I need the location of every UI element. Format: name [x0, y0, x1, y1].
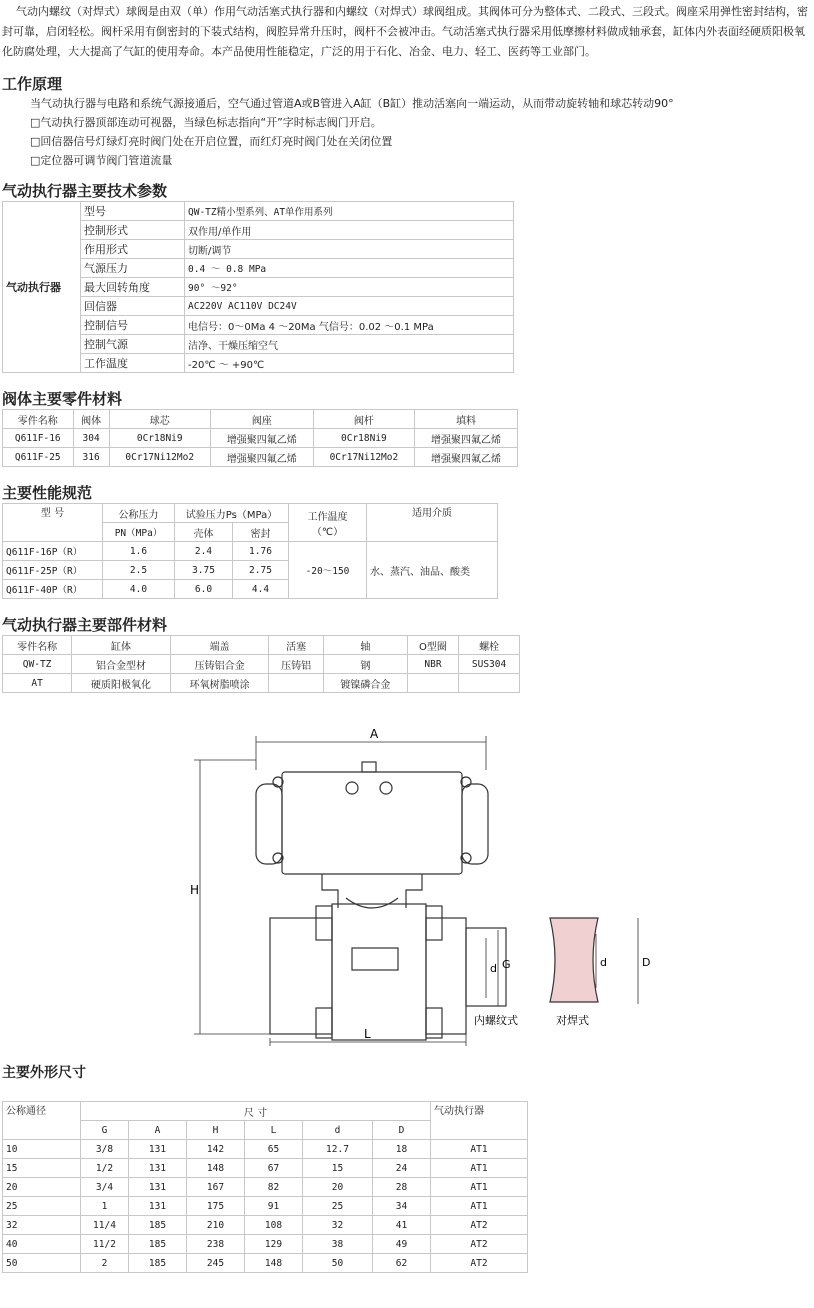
table-cell: 129	[245, 1235, 303, 1254]
table-cell: QW-TZ	[3, 655, 72, 674]
table-cell: 38	[303, 1235, 373, 1254]
table-cell: 10	[3, 1140, 81, 1159]
column-header: 缸体	[72, 636, 171, 655]
column-header: 适用介质	[367, 504, 498, 542]
table-cell: 49	[373, 1235, 431, 1254]
column-header: 公称压力	[103, 504, 175, 523]
table-cell: 18	[373, 1140, 431, 1159]
label-thread-type: 内螺纹式	[474, 1014, 518, 1027]
table-cell	[269, 674, 323, 693]
column-header	[289, 504, 367, 542]
table-cell: Q611F-25P（R）	[3, 561, 103, 580]
table-row	[3, 1254, 528, 1273]
table-cell: AT1	[431, 1140, 528, 1159]
table-cell: 91	[245, 1197, 303, 1216]
column-header: G	[81, 1121, 129, 1140]
param-value: 电信号：0～0Ma 4 ～20Ma 气信号：0.02 ～0.1 MPa	[185, 316, 514, 335]
table-cell: 148	[187, 1159, 245, 1178]
table-cell: 20	[303, 1178, 373, 1197]
table-cell	[407, 674, 458, 693]
table-cell: 148	[245, 1254, 303, 1273]
table-row	[3, 1178, 528, 1197]
table-cell: 1.6	[103, 542, 175, 561]
body-material-title: 阀体主要零件材料	[2, 390, 123, 408]
table-cell: 185	[129, 1254, 187, 1273]
body-material-table	[2, 409, 518, 467]
table-header-row	[3, 504, 498, 523]
param-label: 回信器	[81, 297, 185, 316]
table-cell: 142	[187, 1140, 245, 1159]
column-header: 螺栓	[459, 636, 520, 655]
table-cell: 32	[303, 1216, 373, 1235]
table-cell: 铝合金型材	[72, 655, 171, 674]
column-header: d	[303, 1121, 373, 1140]
table-cell: 41	[373, 1216, 431, 1235]
principle-item: □定位器可调节阀门管道流量	[30, 154, 173, 167]
table-cell: SUS304	[459, 655, 520, 674]
table-row	[3, 1159, 528, 1178]
table-cell: 15	[303, 1159, 373, 1178]
table-row	[3, 542, 498, 561]
table-cell: 0Cr18Ni9	[109, 429, 210, 448]
table-cell: 185	[129, 1216, 187, 1235]
table-row	[3, 655, 520, 674]
table-cell: Q611F-40P（R）	[3, 580, 103, 599]
param-label: 控制气源	[81, 335, 185, 354]
table-cell: 304	[73, 429, 109, 448]
table-cell: 167	[187, 1178, 245, 1197]
table-cell: 4.4	[233, 580, 289, 599]
table-cell: 11/2	[81, 1235, 129, 1254]
param-value: 切断/调节	[185, 240, 514, 259]
actuator-parts-title: 气动执行器主要部件材料	[2, 616, 168, 634]
dim-label-d: d	[490, 962, 497, 975]
table-cell	[459, 674, 520, 693]
table-cell: 2	[81, 1254, 129, 1273]
param-value: QW-TZ精小型系列、AT单作用系列	[185, 202, 514, 221]
table-cell: 水、蒸汽、油品、酸类	[367, 542, 498, 599]
column-header: A	[129, 1121, 187, 1140]
table-cell: 压铸铝	[269, 655, 323, 674]
table-cell: 131	[129, 1140, 187, 1159]
performance-table	[2, 503, 498, 599]
principle-title: 工作原理	[2, 75, 63, 93]
table-cell: 50	[3, 1254, 81, 1273]
table-cell: 增强聚四氟乙烯	[210, 429, 313, 448]
valve-drawing	[186, 722, 656, 1052]
actuator-spec-table	[2, 201, 514, 373]
table-cell: 82	[245, 1178, 303, 1197]
column-header: 阀座	[210, 410, 313, 429]
column-header: PN（MPa）	[103, 523, 175, 542]
dimensions-table	[2, 1101, 528, 1273]
dimensions-title: 主要外形尺寸	[2, 1065, 86, 1081]
dim-label-h: H	[190, 883, 200, 897]
table-cell: 1.76	[233, 542, 289, 561]
param-label: 工作温度	[81, 354, 185, 373]
table-cell: 镀镍磷合金	[323, 674, 407, 693]
spec-title: 气动执行器主要技术参数	[2, 182, 168, 200]
table-cell: 3/4	[81, 1178, 129, 1197]
label-weld-type: 对焊式	[556, 1014, 589, 1027]
param-label: 作用形式	[81, 240, 185, 259]
table-cell: AT1	[431, 1159, 528, 1178]
table-cell: 增强聚四氟乙烯	[414, 429, 517, 448]
table-header-row	[3, 636, 520, 655]
table-cell: 131	[129, 1159, 187, 1178]
column-header: H	[187, 1121, 245, 1140]
principle-list	[30, 94, 790, 170]
table-row	[3, 1235, 528, 1254]
column-header: 零件名称	[3, 636, 72, 655]
table-cell: 0Cr18Ni9	[313, 429, 414, 448]
column-header: 端盖	[170, 636, 269, 655]
param-value: -20℃ ～ +90℃	[185, 354, 514, 373]
table-cell: 32	[3, 1216, 81, 1235]
table-cell: 6.0	[175, 580, 233, 599]
dim-label-l: L	[364, 1027, 371, 1041]
table-cell: 65	[245, 1140, 303, 1159]
table-cell: 12.7	[303, 1140, 373, 1159]
param-label: 控制形式	[81, 221, 185, 240]
table-cell: 0Cr17Ni12Mo2	[313, 448, 414, 467]
table-cell: Q611F-25	[3, 448, 74, 467]
param-label: 型号	[81, 202, 185, 221]
table-cell: AT	[3, 674, 72, 693]
table-cell: NBR	[407, 655, 458, 674]
table-cell: 108	[245, 1216, 303, 1235]
table-cell: 245	[187, 1254, 245, 1273]
table-row	[3, 1140, 528, 1159]
param-label: 最大回转角度	[81, 278, 185, 297]
table-cell: 3/8	[81, 1140, 129, 1159]
dim-label-g: G	[502, 958, 511, 971]
column-header: 填料	[414, 410, 517, 429]
param-value: 90° ～92°	[185, 278, 514, 297]
column-header: 球芯	[109, 410, 210, 429]
table-cell: 15	[3, 1159, 81, 1178]
table-cell: 50	[303, 1254, 373, 1273]
table-cell: 185	[129, 1235, 187, 1254]
table-cell: 1/2	[81, 1159, 129, 1178]
table-cell: 67	[245, 1159, 303, 1178]
table-cell: 175	[187, 1197, 245, 1216]
param-label: 气源压力	[81, 259, 185, 278]
column-header: 轴	[323, 636, 407, 655]
table-cell: 25	[3, 1197, 81, 1216]
column-header: 壳体	[175, 523, 233, 542]
table-cell: AT2	[431, 1235, 528, 1254]
principle-item: 当气动执行器与电路和系统气源接通后，空气通过管道A或B管进入A缸（B缸）推动活塞向一端运动，从而带动旋转轴和球芯转动90°	[30, 97, 674, 110]
table-cell: AT2	[431, 1216, 528, 1235]
param-value: AC220V AC110V DC24V	[185, 297, 514, 316]
table-cell: 4.0	[103, 580, 175, 599]
row-header: 气动执行器	[3, 202, 81, 373]
table-cell: 压铸铝合金	[170, 655, 269, 674]
principle-item: □气动执行器顶部连动可视器，当绿色标志指向“开”字时标志阀门开启。	[30, 116, 382, 129]
actuator-parts-table	[2, 635, 520, 693]
intro-paragraph: 气动内螺纹（对焊式）球阀是由双（单）作用气动活塞式执行器和内螺纹（对焊式）球阀组成。其阀体可分为整体式、二段式、三段式。阀座采用弹性密封结构，密封可靠，启闭轻松。阀杆采用有倒密封的下装式结构，阀腔异常升压时，阀杆不会被冲击。气动活塞式执行器采用低摩擦材料做成轴承套，缸体内外表面经硬质阳极氧化防腐处理，大大提高了气缸的使用寿命。本产品使用性能稳定，广泛的用于石化、冶金、电力、轻工、医药等工业部门。	[2, 5, 808, 58]
table-cell: 25	[303, 1197, 373, 1216]
column-header: 零件名称	[3, 410, 74, 429]
column-header: 试验压力Ps（MPa）	[175, 504, 289, 523]
table-row	[3, 1216, 528, 1235]
table-cell: Q611F-16	[3, 429, 74, 448]
table-cell: 0Cr17Ni12Mo2	[109, 448, 210, 467]
temp-unit: （℃）	[311, 526, 344, 538]
column-header: L	[245, 1121, 303, 1140]
table-cell: 3.75	[175, 561, 233, 580]
column-header: 阀杆	[313, 410, 414, 429]
dim-label-a: A	[370, 727, 379, 741]
table-cell: 2.5	[103, 561, 175, 580]
column-header: 密封	[233, 523, 289, 542]
column-header: 气动执行器	[431, 1102, 528, 1140]
dim-label-d-weld: d	[600, 956, 607, 969]
table-cell: 增强聚四氟乙烯	[414, 448, 517, 467]
table-cell: AT2	[431, 1254, 528, 1273]
table-cell: 20	[3, 1178, 81, 1197]
table-cell: 40	[3, 1235, 81, 1254]
table-cell: 316	[73, 448, 109, 467]
param-label: 控制信号	[81, 316, 185, 335]
table-cell: AT1	[431, 1197, 528, 1216]
dim-label-big-d: D	[642, 956, 651, 969]
column-header: 活塞	[269, 636, 323, 655]
table-cell: 34	[373, 1197, 431, 1216]
table-cell: 238	[187, 1235, 245, 1254]
column-header: D	[373, 1121, 431, 1140]
column-header: 公称通径	[3, 1102, 81, 1140]
table-row	[3, 448, 518, 467]
table-cell: 11/4	[81, 1216, 129, 1235]
column-header: 尺 寸	[81, 1102, 431, 1121]
table-cell: 28	[373, 1178, 431, 1197]
table-cell: 24	[373, 1159, 431, 1178]
param-value: 双作用/单作用	[185, 221, 514, 240]
table-row	[3, 429, 518, 448]
table-row	[3, 674, 520, 693]
table-cell: 131	[129, 1197, 187, 1216]
table-cell: 环氧树脂喷涂	[170, 674, 269, 693]
table-cell: 210	[187, 1216, 245, 1235]
performance-title: 主要性能规范	[2, 484, 93, 502]
table-cell: -20～150	[289, 542, 367, 599]
table-header-row	[3, 1102, 528, 1121]
table-cell: 钢	[323, 655, 407, 674]
table-cell: 硬质阳极氧化	[72, 674, 171, 693]
table-cell: 1	[81, 1197, 129, 1216]
table-cell: Q611F-16P（R）	[3, 542, 103, 561]
param-value: 0.4 ～ 0.8 MPa	[185, 259, 514, 278]
principle-item: □回信器信号灯绿灯亮时阀门处在开启位置，而红灯亮时阀门处在关闭位置	[30, 135, 393, 148]
temp-header: 工作温度	[307, 511, 348, 523]
table-cell: 2.4	[175, 542, 233, 561]
param-value: 洁净、干燥压缩空气	[185, 335, 514, 354]
table-cell: AT1	[431, 1178, 528, 1197]
table-header-row	[3, 410, 518, 429]
table-cell: 增强聚四氟乙烯	[210, 448, 313, 467]
table-cell: 2.75	[233, 561, 289, 580]
column-header: 阀体	[73, 410, 109, 429]
table-row	[3, 202, 514, 221]
column-header: O型圈	[407, 636, 458, 655]
table-row	[3, 1197, 528, 1216]
table-cell: 131	[129, 1178, 187, 1197]
table-cell: 62	[373, 1254, 431, 1273]
column-header: 型 号	[3, 504, 103, 542]
